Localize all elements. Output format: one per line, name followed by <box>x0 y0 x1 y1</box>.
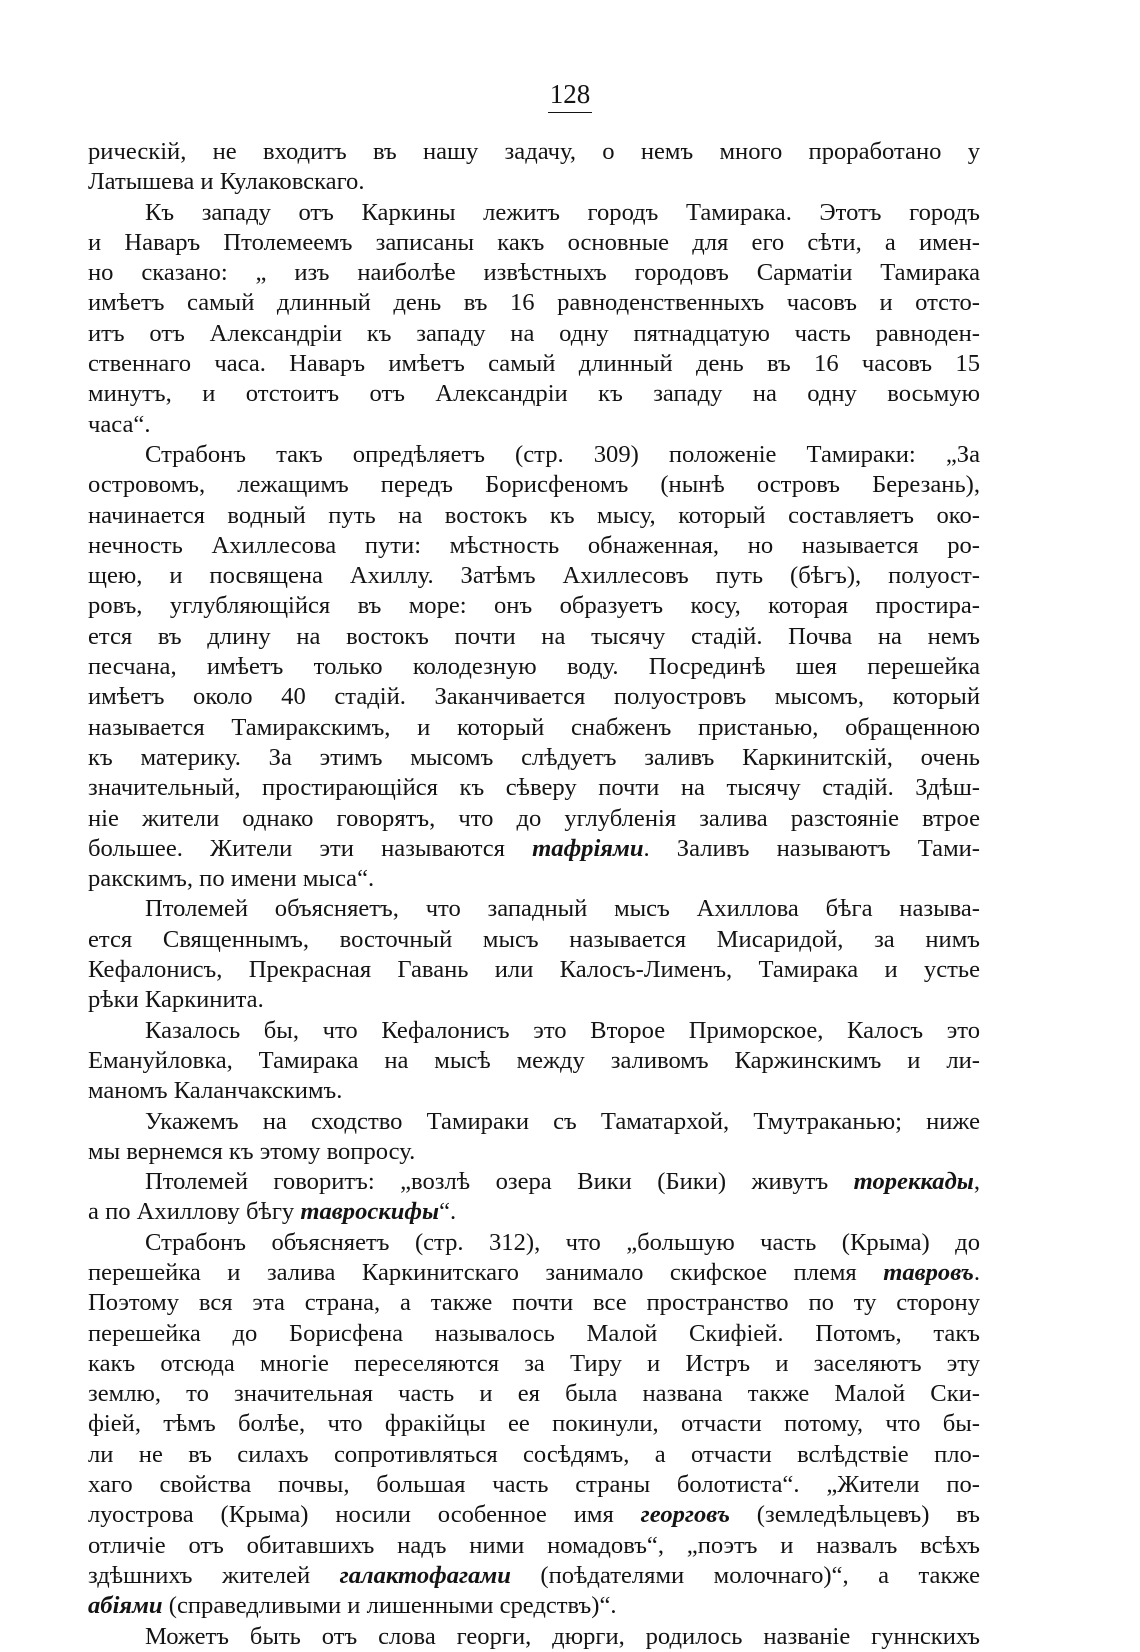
text-line: нечность Ахиллесова пути: мѣстность обнаженная, но называется ро- <box>88 531 980 559</box>
text-line: рѣки Каркинита. <box>88 986 264 1014</box>
text-line: отличіе отъ обитавшихъ надъ ними номадовъ“, „поэтъ и назвалъ всѣхъ <box>88 1531 980 1559</box>
text-line: Поэтому вся эта страна, а также почти все пространство по ту сторону <box>88 1289 980 1317</box>
text-line: значительный, простирающійся къ сѣверу почти на тысячу стадій. Здѣш- <box>88 774 980 802</box>
italic-term: галактофагами <box>339 1561 511 1589</box>
text-line: перешейка и залива Каркинитскаго занимало скифское племя тавровъ. <box>88 1258 980 1286</box>
text-line: а по Ахиллову бѣгу тавроскифы“. <box>88 1198 457 1226</box>
text-line: Кефалонисъ, Прекрасная Гавань или Калосъ-Лименъ, Тамирака и устье <box>88 956 980 984</box>
page-number: 128 <box>0 78 1140 113</box>
text-line: Страбонъ такъ опредѣляетъ (стр. 309) положеніе Тамираки: „За <box>145 440 980 468</box>
text-line: называется Тамиракскимъ, и который снабженъ пристанью, обращенною <box>88 713 980 741</box>
text-line: Птолемей говоритъ: „возлѣ озера Вики (Бики) живутъ тореккады, <box>145 1168 980 1196</box>
text-line: къ материку. За этимъ мысомъ слѣдуетъ заливъ Каркинитскій, очень <box>88 743 980 771</box>
text-line: ственнаго часа. Наваръ имѣетъ самый длинный день въ 16 часовъ 15 <box>88 350 980 378</box>
text-line: островомъ, лежащимъ передъ Борисфеномъ (нынѣ островъ Березань), <box>88 471 980 499</box>
text-line: щею, и посвящена Ахиллу. Затѣмъ Ахиллесовъ путь (бѣгъ), полуост- <box>88 562 980 590</box>
text-line: Можетъ быть отъ слова георги, дюрги, родилось названіе гуннскихъ <box>145 1622 980 1650</box>
text-line: рическій, не входитъ въ нашу задачу, о немъ много проработано у <box>88 138 980 165</box>
text-line: часа“. <box>88 410 151 438</box>
text-line: Страбонъ объясняетъ (стр. 312), что „большую часть (Крыма) до <box>145 1228 980 1256</box>
text-line: минутъ, и отстоитъ отъ Александріи къ западу на одну восьмую <box>88 380 980 408</box>
text-line: ровъ, углубляющійся въ море: онъ образуетъ косу, которая простира- <box>88 592 980 620</box>
text-line: хаго свойства почвы, большая часть страны болотиста“. „Жители по- <box>88 1471 980 1499</box>
text-line: Латышева и Кулаковскаго. <box>88 168 365 196</box>
italic-term: абіями <box>88 1592 163 1620</box>
text-line: имѣетъ около 40 стадій. Заканчивается полуостровъ мысомъ, который <box>88 683 980 711</box>
text-line: какъ отсюда многіе переселяются за Тиру и Истръ и заселяютъ эту <box>88 1349 980 1377</box>
text-line: итъ отъ Александріи къ западу на одну пятнадцатую часть равноден- <box>88 319 980 347</box>
text-line: но сказано: „ изъ наиболѣе извѣстныхъ городовъ Сарматіи Тамирака <box>88 259 980 287</box>
text-line: фіей, тѣмъ болѣе, что фракійцы ее покинули, отчасти потому, что бы- <box>88 1410 980 1438</box>
italic-term: тавровъ <box>883 1258 974 1286</box>
italic-term: тавроскифы <box>300 1198 440 1226</box>
italic-term: тореккады <box>853 1168 974 1196</box>
text-line: землю, то значительная часть и ея была названа также Малой Ски- <box>88 1380 980 1408</box>
text-line: перешейка до Борисфена называлось Малой Скифіей. Потомъ, такъ <box>88 1319 980 1347</box>
text-line: имѣетъ самый длинный день въ 16 равноденственныхъ часовъ и отсто- <box>88 289 980 317</box>
text-line: ніе жители однако говорятъ, что до углубленія залива разстояніе втрое <box>88 804 980 832</box>
text-line: и Наваръ Птолемеемъ записаны какъ основные для его сѣти, а имен- <box>88 228 980 256</box>
text-line: здѣшнихъ жителей галактофагами (поѣдателями молочнаго)“, а также <box>88 1561 980 1589</box>
text-line: песчана, имѣетъ только колодезную воду. Посрединѣ шея перешейка <box>88 653 980 681</box>
italic-term: тафріями <box>532 834 644 862</box>
text-line: Укажемъ на сходство Тамираки съ Таматархой, Тмутраканью; ниже <box>145 1107 980 1135</box>
text-line: начинается водный путь на востокъ къ мысу, который составляетъ око- <box>88 501 980 529</box>
text-line: Емануйловка, Тамирака на мысѣ между заливомъ Каржинскимъ и ли- <box>88 1046 980 1074</box>
text-line: мы вернемся къ этому вопросу. <box>88 1137 416 1165</box>
text-line: ется Священнымъ, восточный мысъ называется Мисаридой, за нимъ <box>88 925 980 953</box>
text-line: Птолемей объясняетъ, что западный мысъ Ахиллова бѣга называ- <box>145 895 980 923</box>
text-line: абіями (справедливыми и лишенными средствъ)“. <box>88 1592 617 1620</box>
text-line: Казалось бы, что Кефалонисъ это Второе Приморское, Калосъ это <box>145 1016 980 1044</box>
body-text <box>88 137 980 1652</box>
text-line: луострова (Крыма) носили особенное имя георговъ (земледѣльцевъ) въ <box>88 1501 980 1529</box>
text-line: большее. Жители эти называются тафріями. Заливъ называютъ Тами- <box>88 834 980 862</box>
italic-term: георговъ <box>640 1501 730 1529</box>
text-line: ракскимъ, по имени мыса“. <box>88 865 375 893</box>
text-line: ется въ длину на востокъ почти на тысячу стадій. Почва на немъ <box>88 622 980 650</box>
text-line: маномъ Каланчакскимъ. <box>88 1077 343 1105</box>
text-line: ли не въ силахъ сопротивляться сосѣдямъ, а отчасти вслѣдствіе пло- <box>88 1440 980 1468</box>
text-line: Къ западу отъ Каркины лежитъ городъ Тамирака. Этотъ городъ <box>145 198 980 226</box>
